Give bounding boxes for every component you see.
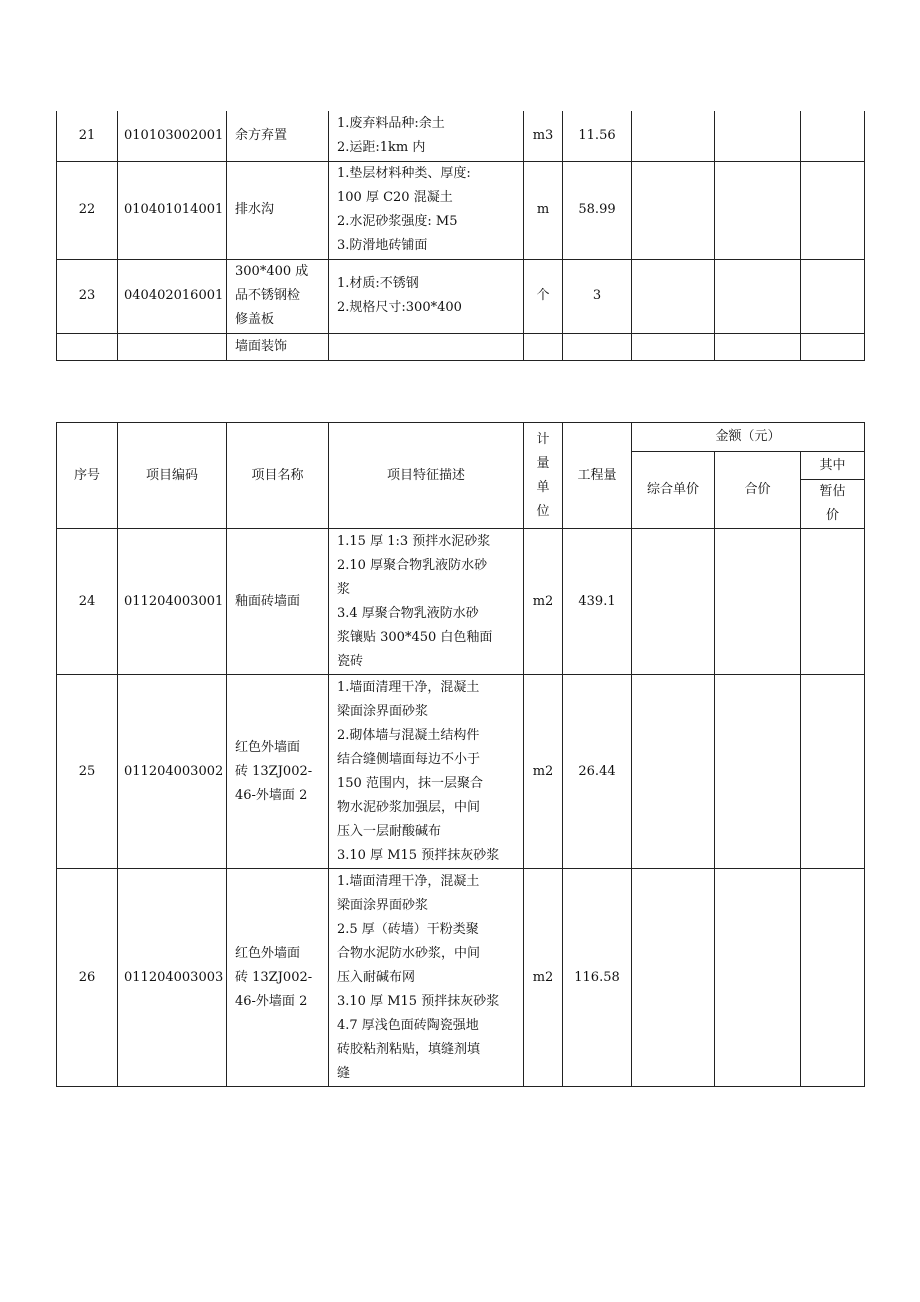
quantity-cell: 116.58 — [563, 869, 632, 1087]
unit-price-cell — [632, 161, 715, 259]
desc-line: 结合缝侧墙面每边不小于 — [337, 751, 481, 767]
item-name-cell — [227, 111, 329, 161]
header-no: 序号 — [57, 423, 118, 529]
table-row — [57, 161, 865, 259]
item-no-cell: 24 — [57, 529, 118, 675]
item-desc-cell — [329, 111, 524, 161]
table-row — [57, 869, 865, 1087]
header-row — [57, 423, 865, 452]
name-line: 红色外墙面 — [235, 739, 301, 755]
quantity-cell: 58.99 — [563, 161, 632, 259]
continued-rows — [57, 111, 865, 360]
header-quantity: 工程量 — [563, 423, 632, 529]
quantity-cell: 11.56 — [563, 111, 632, 161]
header-desc: 项目特征描述 — [329, 423, 524, 529]
item-name-cell — [227, 161, 329, 259]
quantity-cell: 3 — [563, 259, 632, 333]
desc-line: 1.15 厚 1:3 预拌水泥砂浆 — [337, 533, 491, 549]
desc-line: 4.7 厚浅色面砖陶瓷强地 — [337, 1017, 479, 1033]
desc-line: 150 范围内，抹一层聚合 — [337, 775, 483, 791]
item-name-cell — [227, 259, 329, 333]
quantity-cell — [563, 333, 632, 360]
quantity-cell: 26.44 — [563, 675, 632, 869]
item-name-cell — [227, 529, 329, 675]
unit-price-cell — [632, 333, 715, 360]
provisional-cell — [801, 259, 865, 333]
item-desc-cell — [329, 161, 524, 259]
table-row — [57, 259, 865, 333]
desc-line: 100 厚 C20 混凝土 — [337, 190, 453, 205]
name-line: 砖 13ZJ002- — [235, 969, 313, 985]
name-line: 300*400 成 — [235, 264, 309, 279]
desc-line: 2.水泥砂浆强度: M5 — [337, 214, 458, 229]
header-unit-price: 综合单价 — [632, 452, 715, 529]
header-name: 项目名称 — [227, 423, 329, 529]
section-title-cell — [227, 333, 329, 360]
total-cell — [715, 675, 801, 869]
unit-cell: m — [524, 161, 563, 259]
desc-line: 压入耐碱布网 — [337, 969, 416, 985]
item-code-cell — [118, 333, 227, 360]
item-no-cell — [57, 333, 118, 360]
desc-line: 2.5 厚（砖墙）干粉类聚 — [337, 921, 479, 937]
total-cell — [715, 869, 801, 1087]
provisional-cell — [801, 333, 865, 360]
unit-cell: m2 — [524, 675, 563, 869]
desc-line: 1.废弃料品种:余土 — [337, 115, 445, 131]
item-no-cell: 26 — [57, 869, 118, 1087]
item-no-cell: 21 — [57, 111, 118, 161]
unit-cell: 个 — [524, 259, 563, 333]
quantity-cell: 439.1 — [563, 529, 632, 675]
provisional-cell — [801, 675, 865, 869]
name-line: 品不锈钢检 — [235, 288, 301, 303]
header-amount: 金额（元） — [632, 423, 865, 452]
table-body — [57, 529, 865, 1087]
table-row — [57, 111, 865, 161]
name-line: 砖 13ZJ002- — [235, 763, 313, 779]
table-header — [57, 423, 865, 529]
desc-line: 2.10 厚聚合物乳液防水砂 — [337, 557, 488, 573]
total-cell — [715, 259, 801, 333]
header-provisional — [801, 480, 865, 529]
total-cell — [715, 161, 801, 259]
item-code-cell: 011204003001 — [118, 529, 227, 675]
name-line: 修盖板 — [235, 312, 275, 327]
desc-line: 3.10 厚 M15 预拌抹灰砂浆 — [337, 847, 500, 863]
item-code-cell: 010103002001 — [118, 111, 227, 161]
item-code-cell: 010401014001 — [118, 161, 227, 259]
item-code-cell: 040402016001 — [118, 259, 227, 333]
section-title: 墙面装饰 — [235, 338, 288, 354]
desc-line: 1.墙面清理干净，混凝土 — [337, 873, 480, 889]
item-no-cell: 22 — [57, 161, 118, 259]
total-cell — [715, 111, 801, 161]
desc-line: 物水泥砂浆加强层，中间 — [337, 799, 481, 815]
desc-line: 砖胶粘剂粘贴，填缝剂填 — [337, 1041, 481, 1057]
desc-line: 梁面涂界面砂浆 — [337, 703, 429, 719]
unit-price-cell — [632, 869, 715, 1087]
header-provisional-line: 暂估 — [819, 484, 846, 499]
desc-line: 3.防滑地砖铺面 — [337, 238, 428, 253]
item-no-cell: 23 — [57, 259, 118, 333]
header-code: 项目编码 — [118, 423, 227, 529]
item-no-cell: 25 — [57, 675, 118, 869]
desc-line: 1.材质:不锈钢 — [337, 276, 419, 291]
provisional-cell — [801, 161, 865, 259]
unit-cell: m2 — [524, 529, 563, 675]
desc-line: 2.砌体墙与混凝土结构件 — [337, 727, 480, 743]
item-desc-cell — [329, 869, 524, 1087]
desc-line: 2.规格尺寸:300*400 — [337, 300, 462, 315]
table-row — [57, 675, 865, 869]
provisional-cell — [801, 529, 865, 675]
unit-cell: m3 — [524, 111, 563, 161]
name-line: 釉面砖墙面 — [235, 593, 301, 609]
bill-table-continued — [56, 111, 865, 361]
name-line: 46-外墙面 2 — [235, 787, 308, 803]
desc-line: 压入一层耐酸碱布 — [337, 823, 442, 839]
header-of-which: 其中 — [801, 452, 865, 480]
desc-line: 合物水泥防水砂浆，中间 — [337, 945, 481, 961]
desc-line: 1.垫层材料种类、厚度: — [337, 166, 471, 181]
desc-line: 瓷砖 — [337, 653, 364, 669]
total-cell — [715, 529, 801, 675]
desc-line: 2.运距:1km 内 — [337, 139, 426, 155]
item-desc-cell — [329, 259, 524, 333]
desc-line: 缝 — [337, 1065, 351, 1081]
header-unit-char: 量 — [536, 455, 550, 471]
item-desc-cell — [329, 333, 524, 360]
header-provisional-line: 价 — [826, 508, 840, 523]
name-line: 余方弃置 — [235, 127, 288, 143]
total-cell — [715, 333, 801, 360]
table-row — [57, 529, 865, 675]
bill-of-quantities-table — [56, 422, 865, 1087]
header-unit-char: 单 — [536, 479, 550, 495]
provisional-cell — [801, 111, 865, 161]
provisional-cell — [801, 869, 865, 1087]
table-row — [57, 333, 865, 360]
item-code-cell: 011204003003 — [118, 869, 227, 1087]
unit-price-cell — [632, 529, 715, 675]
header-unit-char: 计 — [536, 431, 550, 447]
header-unit-char: 位 — [536, 503, 550, 519]
desc-line: 浆 — [337, 581, 351, 597]
unit-price-cell — [632, 111, 715, 161]
name-line: 排水沟 — [235, 202, 275, 217]
unit-price-cell — [632, 259, 715, 333]
name-line: 46-外墙面 2 — [235, 993, 308, 1009]
item-name-cell — [227, 869, 329, 1087]
unit-cell — [524, 333, 563, 360]
unit-price-cell — [632, 675, 715, 869]
desc-line: 3.4 厚聚合物乳液防水砂 — [337, 605, 479, 621]
item-desc-cell — [329, 529, 524, 675]
item-name-cell — [227, 675, 329, 869]
item-code-cell: 011204003002 — [118, 675, 227, 869]
desc-line: 3.10 厚 M15 预拌抹灰砂浆 — [337, 993, 500, 1009]
item-desc-cell — [329, 675, 524, 869]
desc-line: 1.墙面清理干净，混凝土 — [337, 679, 480, 695]
desc-line: 浆镶贴 300*450 白色釉面 — [337, 629, 493, 645]
name-line: 红色外墙面 — [235, 945, 301, 961]
unit-cell: m2 — [524, 869, 563, 1087]
desc-line: 梁面涂界面砂浆 — [337, 897, 429, 913]
header-total: 合价 — [715, 452, 801, 529]
header-unit — [524, 423, 563, 529]
